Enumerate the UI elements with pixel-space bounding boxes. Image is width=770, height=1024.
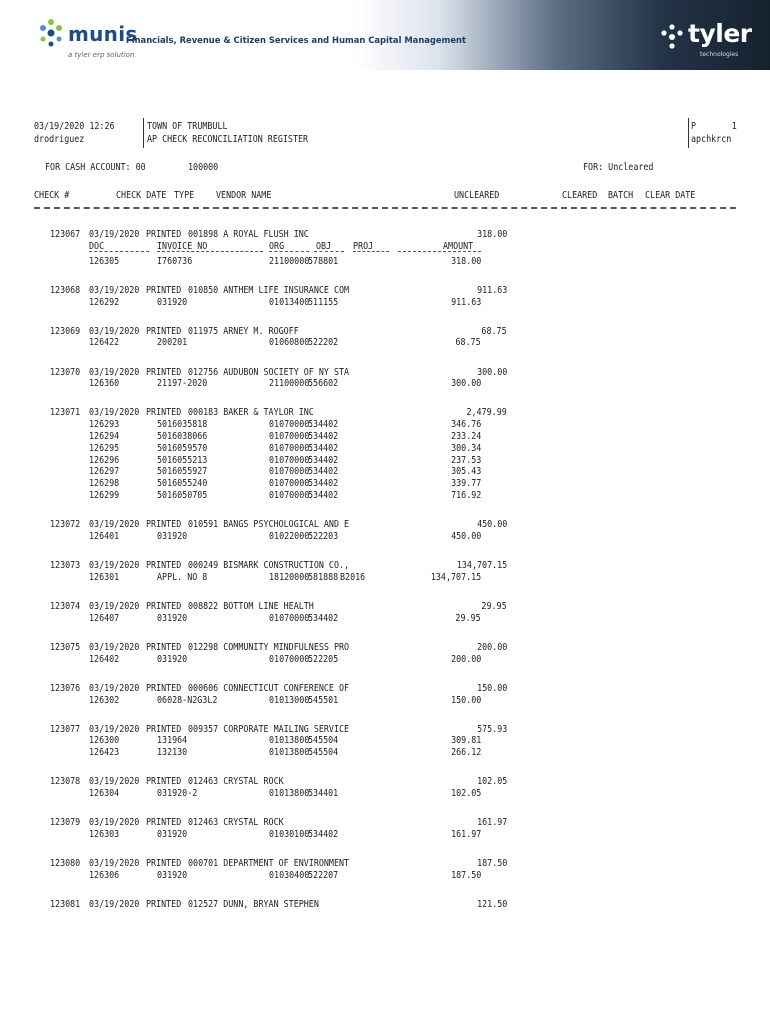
detail-invoice-no: 031920 bbox=[157, 612, 188, 624]
detail-invoice-no: 5016059570 bbox=[157, 442, 208, 454]
detail-col-amount: AMOUNT bbox=[443, 240, 474, 252]
detail-org: 01070000 bbox=[269, 454, 310, 466]
detail-org: 01070000 bbox=[269, 612, 310, 624]
detail-invoice-no: 5016055927 bbox=[157, 466, 208, 478]
check-amount: 187.50 bbox=[476, 858, 507, 870]
detail-org: 01070000 bbox=[269, 490, 310, 501]
detail-amount: 68.75 bbox=[455, 337, 481, 349]
col-check-date: CHECK DATE bbox=[116, 190, 167, 201]
col-clear-date: CLEAR DATE bbox=[645, 190, 696, 201]
detail-obj: 534402 bbox=[308, 419, 339, 431]
detail-col-proj: PROJ bbox=[353, 240, 374, 252]
check-number: 123077 bbox=[50, 723, 81, 735]
detail-amount: 237.53 bbox=[450, 454, 481, 466]
detail-doc: 126298 bbox=[89, 478, 120, 490]
detail-org: 01013000 bbox=[269, 694, 310, 706]
detail-org: 01013800 bbox=[269, 788, 310, 800]
detail-doc: 126402 bbox=[89, 653, 120, 665]
detail-col-doc: DOC bbox=[89, 240, 105, 252]
detail-org: 01070000 bbox=[269, 478, 310, 490]
detail-invoice-no: 5016035818 bbox=[157, 419, 208, 431]
detail-doc: 126306 bbox=[89, 869, 120, 881]
detail-invoice-no: 131964 bbox=[157, 735, 188, 747]
detail-amount: 716.92 bbox=[450, 490, 481, 501]
detail-doc: 126293 bbox=[89, 419, 120, 431]
check-amount: 318.00 bbox=[476, 229, 507, 240]
detail-invoice-no: 031920-2 bbox=[157, 788, 198, 800]
detail-org: 21100000 bbox=[269, 255, 310, 267]
detail-obj: 534402 bbox=[308, 466, 339, 478]
report-id: apchkrcn bbox=[691, 134, 732, 145]
detail-obj: 545504 bbox=[308, 735, 339, 747]
check-date: 03/19/2020 bbox=[89, 519, 140, 531]
check-type: PRINTED bbox=[146, 641, 182, 653]
vendor-name: 000183 BAKER & TAYLOR INC bbox=[188, 407, 314, 419]
check-amount: 161.97 bbox=[476, 817, 507, 829]
detail-obj: 534402 bbox=[308, 478, 339, 490]
vendor-name: 012298 COMMUNITY MINDFULNESS PRO bbox=[188, 641, 350, 653]
detail-doc: 126422 bbox=[89, 337, 120, 349]
check-amount: 68.75 bbox=[481, 325, 507, 337]
detail-obj: 545501 bbox=[308, 694, 339, 706]
detail-org: 01022000 bbox=[269, 530, 310, 542]
detail-doc: 126401 bbox=[89, 530, 120, 542]
detail-obj: 522207 bbox=[308, 869, 339, 881]
detail-org: 01070000 bbox=[269, 466, 310, 478]
detail-invoice-no: 06028-N2G3L2 bbox=[157, 694, 218, 706]
detail-org: 01030100 bbox=[269, 829, 310, 840]
detail-rule-org bbox=[269, 251, 309, 252]
check-amount: 29.95 bbox=[481, 600, 507, 612]
detail-obj: 581888 bbox=[308, 571, 339, 583]
detail-invoice-no: 5016038066 bbox=[157, 431, 208, 442]
cash-account-label: FOR CASH ACCOUNT: 00 bbox=[45, 162, 146, 173]
vendor-name: 010850 ANTHEM LIFE INSURANCE COM bbox=[188, 284, 350, 296]
detail-invoice-no: 5016055213 bbox=[157, 454, 208, 466]
report-title: AP CHECK RECONCILIATION REGISTER bbox=[147, 134, 309, 145]
detail-amount: 309.81 bbox=[450, 735, 481, 747]
detail-doc: 126299 bbox=[89, 490, 120, 501]
detail-doc: 126303 bbox=[89, 829, 120, 840]
check-date: 03/19/2020 bbox=[89, 229, 140, 240]
detail-amount: 318.00 bbox=[450, 255, 481, 267]
detail-amount: 102.05 bbox=[450, 788, 481, 800]
detail-obj: 511155 bbox=[308, 296, 339, 308]
check-date: 03/19/2020 bbox=[89, 817, 140, 829]
check-date: 03/19/2020 bbox=[89, 366, 140, 378]
col-type: TYPE bbox=[174, 190, 195, 201]
munis-logo-icon bbox=[38, 18, 64, 48]
detail-amount: 450.00 bbox=[450, 530, 481, 542]
detail-invoice-no: 200201 bbox=[157, 337, 188, 349]
check-type: PRINTED bbox=[146, 817, 182, 829]
detail-rule-amount bbox=[398, 251, 481, 252]
detail-rule-proj bbox=[353, 251, 389, 252]
check-number: 123074 bbox=[50, 600, 81, 612]
detail-amount: 134,707.15 bbox=[430, 571, 481, 583]
check-type: PRINTED bbox=[146, 366, 182, 378]
check-date: 03/19/2020 bbox=[89, 560, 140, 571]
detail-amount: 233.24 bbox=[450, 431, 481, 442]
check-number: 123073 bbox=[50, 560, 81, 571]
check-amount: 450.00 bbox=[476, 519, 507, 531]
detail-invoice-no: 5016055240 bbox=[157, 478, 208, 490]
detail-doc: 126407 bbox=[89, 612, 120, 624]
detail-invoice-no: I760736 bbox=[157, 255, 193, 267]
check-amount: 575.93 bbox=[476, 723, 507, 735]
detail-invoice-no: 031920 bbox=[157, 653, 188, 665]
check-number: 123078 bbox=[50, 776, 81, 788]
detail-obj: 545504 bbox=[308, 747, 339, 759]
check-type: PRINTED bbox=[146, 776, 182, 788]
cash-account-number: 100000 bbox=[188, 162, 219, 173]
detail-amount: 161.97 bbox=[450, 829, 481, 840]
detail-obj: 534402 bbox=[308, 442, 339, 454]
detail-doc: 126297 bbox=[89, 466, 120, 478]
detail-rule-doc bbox=[89, 251, 149, 252]
detail-amount: 266.12 bbox=[450, 747, 481, 759]
detail-obj: 578801 bbox=[308, 255, 339, 267]
munis-logo-subtitle: a tyler erp solution bbox=[68, 51, 135, 59]
check-date: 03/19/2020 bbox=[89, 682, 140, 694]
detail-col-org: ORG bbox=[269, 240, 285, 252]
page-label: P bbox=[691, 121, 697, 132]
vendor-name: 010591 BANGS PSYCHOLOGICAL AND E bbox=[188, 519, 350, 531]
col-batch: BATCH bbox=[608, 190, 634, 201]
check-number: 123070 bbox=[50, 366, 81, 378]
vendor-name: 001898 A ROYAL FLUSH INC bbox=[188, 229, 309, 240]
check-number: 123067 bbox=[50, 229, 81, 240]
check-type: PRINTED bbox=[146, 899, 182, 910]
detail-org: 01070000 bbox=[269, 431, 310, 442]
check-amount: 121.50 bbox=[476, 899, 507, 910]
detail-proj: B2016 bbox=[340, 571, 366, 583]
check-amount: 911.63 bbox=[476, 284, 507, 296]
detail-org: 01070000 bbox=[269, 442, 310, 454]
detail-invoice-no: 5016050705 bbox=[157, 490, 208, 501]
detail-amount: 911.63 bbox=[450, 296, 481, 308]
tyler-logo-subtitle: technologies bbox=[700, 51, 739, 58]
detail-invoice-no: 031920 bbox=[157, 530, 188, 542]
vendor-name: 011975 ARNEY M. ROGOFF bbox=[188, 325, 299, 337]
header-divider-right bbox=[688, 118, 689, 148]
detail-amount: 200.00 bbox=[450, 653, 481, 665]
check-type: PRINTED bbox=[146, 325, 182, 337]
check-type: PRINTED bbox=[146, 519, 182, 531]
col-uncleared: UNCLEARED bbox=[454, 190, 500, 201]
check-type: PRINTED bbox=[146, 600, 182, 612]
detail-invoice-no: APPL. NO 8 bbox=[157, 571, 208, 583]
detail-amount: 187.50 bbox=[450, 869, 481, 881]
check-number: 123071 bbox=[50, 407, 81, 419]
report-banner bbox=[0, 0, 770, 70]
tyler-logo-text: tyler bbox=[688, 19, 752, 48]
detail-org: 01060800 bbox=[269, 337, 310, 349]
report-datetime: 03/19/2020 12:26 bbox=[34, 121, 115, 132]
check-number: 123069 bbox=[50, 325, 81, 337]
check-amount: 134,707.15 bbox=[456, 560, 507, 571]
check-number: 123080 bbox=[50, 858, 81, 870]
detail-doc: 126423 bbox=[89, 747, 120, 759]
check-type: PRINTED bbox=[146, 723, 182, 735]
detail-obj: 534402 bbox=[308, 829, 339, 840]
check-number: 123079 bbox=[50, 817, 81, 829]
check-number: 123075 bbox=[50, 641, 81, 653]
detail-rule-obj bbox=[314, 251, 344, 252]
detail-invoice-no: 031920 bbox=[157, 296, 188, 308]
check-amount: 150.00 bbox=[476, 682, 507, 694]
vendor-name: 009357 CORPORATE MAILING SERVICE bbox=[188, 723, 350, 735]
detail-amount: 346.76 bbox=[450, 419, 481, 431]
detail-invoice-no: 21197-2020 bbox=[157, 378, 208, 390]
vendor-name: 012463 CRYSTAL ROCK bbox=[188, 776, 284, 788]
check-number: 123072 bbox=[50, 519, 81, 531]
detail-col-obj: OBJ bbox=[316, 240, 332, 252]
check-date: 03/19/2020 bbox=[89, 600, 140, 612]
check-amount: 2,479.99 bbox=[466, 407, 507, 419]
tyler-logo-icon bbox=[660, 24, 684, 50]
check-date: 03/19/2020 bbox=[89, 776, 140, 788]
check-amount: 102.05 bbox=[476, 776, 507, 788]
detail-amount: 150.00 bbox=[450, 694, 481, 706]
check-date: 03/19/2020 bbox=[89, 899, 140, 910]
detail-obj: 534402 bbox=[308, 612, 339, 624]
col-cleared: CLEARED bbox=[562, 190, 598, 201]
vendor-name: 000606 CONNECTICUT CONFERENCE OF bbox=[188, 682, 350, 694]
check-type: PRINTED bbox=[146, 284, 182, 296]
detail-doc: 126301 bbox=[89, 571, 120, 583]
vendor-name: 012527 DUNN, BRYAN STEPHEN bbox=[188, 899, 319, 910]
detail-amount: 339.77 bbox=[450, 478, 481, 490]
detail-doc: 126302 bbox=[89, 694, 120, 706]
check-date: 03/19/2020 bbox=[89, 325, 140, 337]
detail-doc: 126294 bbox=[89, 431, 120, 442]
vendor-name: 008822 BOTTOM LINE HEALTH bbox=[188, 600, 314, 612]
check-date: 03/19/2020 bbox=[89, 407, 140, 419]
detail-obj: 534402 bbox=[308, 454, 339, 466]
detail-rule-invoice bbox=[157, 251, 263, 252]
page-number: 1 bbox=[731, 121, 737, 132]
col-check: CHECK # bbox=[34, 190, 70, 201]
filter-label: FOR: Uncleared bbox=[583, 162, 654, 173]
check-type: PRINTED bbox=[146, 560, 182, 571]
detail-doc: 126304 bbox=[89, 788, 120, 800]
detail-doc: 126295 bbox=[89, 442, 120, 454]
detail-doc: 126360 bbox=[89, 378, 120, 390]
detail-doc: 126292 bbox=[89, 296, 120, 308]
detail-invoice-no: 031920 bbox=[157, 829, 188, 840]
detail-invoice-no: 132130 bbox=[157, 747, 188, 759]
detail-org: 21100000 bbox=[269, 378, 310, 390]
vendor-name: 012756 AUDUBON SOCIETY OF NY STA bbox=[188, 366, 350, 378]
check-type: PRINTED bbox=[146, 858, 182, 870]
check-date: 03/19/2020 bbox=[89, 284, 140, 296]
vendor-name: 000701 DEPARTMENT OF ENVIRONMENT bbox=[188, 858, 350, 870]
detail-obj: 522205 bbox=[308, 653, 339, 665]
detail-obj: 534401 bbox=[308, 788, 339, 800]
detail-obj: 522202 bbox=[308, 337, 339, 349]
detail-doc: 126305 bbox=[89, 255, 120, 267]
check-type: PRINTED bbox=[146, 407, 182, 419]
detail-amount: 29.95 bbox=[455, 612, 481, 624]
check-amount: 200.00 bbox=[476, 641, 507, 653]
detail-org: 01030400 bbox=[269, 869, 310, 881]
check-number: 123081 bbox=[50, 899, 81, 910]
detail-amount: 300.00 bbox=[450, 378, 481, 390]
report-entity: TOWN OF TRUMBULL bbox=[147, 121, 228, 132]
check-number: 123068 bbox=[50, 284, 81, 296]
detail-obj: 534402 bbox=[308, 431, 339, 442]
check-date: 03/19/2020 bbox=[89, 858, 140, 870]
check-amount: 300.00 bbox=[476, 366, 507, 378]
col-vendor-name: VENDOR NAME bbox=[216, 190, 272, 201]
check-number: 123076 bbox=[50, 682, 81, 694]
banner-tagline: Financials, Revenue & Citizen Services and Human Capital Management bbox=[126, 36, 466, 46]
detail-amount: 300.34 bbox=[450, 442, 481, 454]
check-type: PRINTED bbox=[146, 229, 182, 240]
detail-obj: 556602 bbox=[308, 378, 339, 390]
vendor-name: 000249 BISMARK CONSTRUCTION CO., bbox=[188, 560, 350, 571]
detail-obj: 522203 bbox=[308, 530, 339, 542]
header-rule bbox=[34, 207, 736, 209]
detail-org: 01013400 bbox=[269, 296, 310, 308]
detail-col-invoice-no: INVOICE NO bbox=[157, 240, 208, 252]
munis-logo-text: munis bbox=[68, 22, 138, 46]
header-divider-left bbox=[143, 118, 144, 148]
report-user: drodriguez bbox=[34, 134, 85, 145]
detail-amount: 305.43 bbox=[450, 466, 481, 478]
detail-invoice-no: 031920 bbox=[157, 869, 188, 881]
detail-doc: 126300 bbox=[89, 735, 120, 747]
check-date: 03/19/2020 bbox=[89, 641, 140, 653]
vendor-name: 012463 CRYSTAL ROCK bbox=[188, 817, 284, 829]
detail-org: 18120000 bbox=[269, 571, 310, 583]
detail-obj: 534402 bbox=[308, 490, 339, 501]
detail-org: 01013800 bbox=[269, 735, 310, 747]
detail-doc: 126296 bbox=[89, 454, 120, 466]
detail-org: 01013800 bbox=[269, 747, 310, 759]
detail-org: 01070000 bbox=[269, 653, 310, 665]
check-date: 03/19/2020 bbox=[89, 723, 140, 735]
check-type: PRINTED bbox=[146, 682, 182, 694]
detail-org: 01070000 bbox=[269, 419, 310, 431]
